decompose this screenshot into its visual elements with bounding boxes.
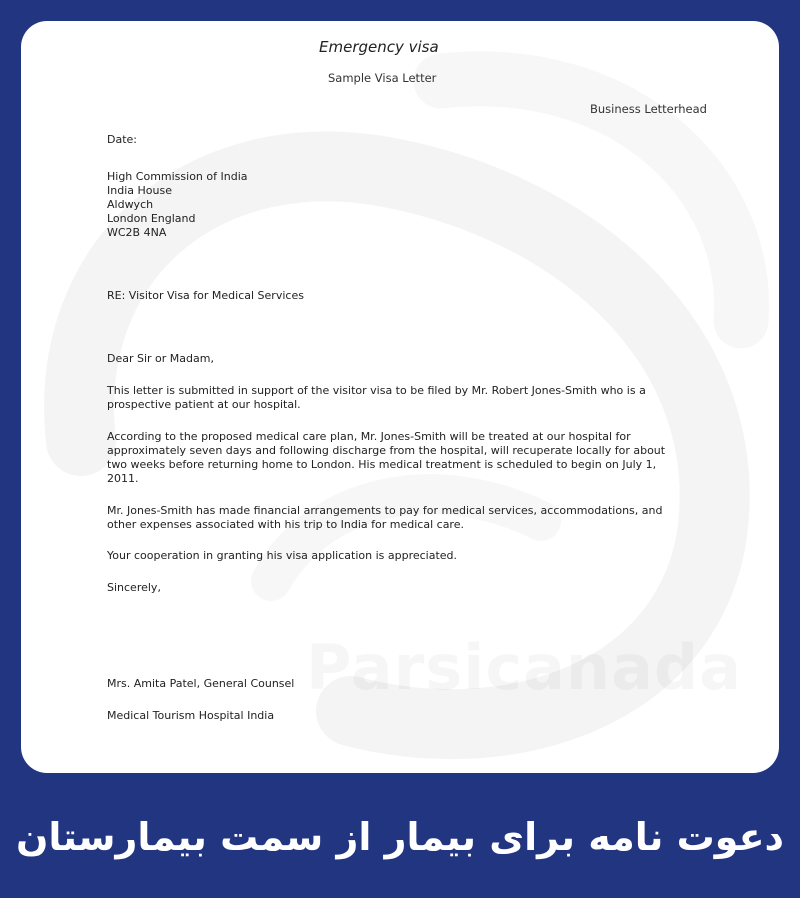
letter-document [21,21,779,773]
paragraph-line: other expenses associated with his trip to India for medical care. [107,518,464,531]
letterhead-label: Business Letterhead [590,102,707,116]
letter-heading: Emergency visa [319,38,439,56]
address-line: India House [107,184,172,197]
date-label: Date: [107,133,137,146]
paragraph-line: approximately seven days and following discharge from the hospital, will recuperate locally for about [107,444,666,457]
signature-organization: Medical Tourism Hospital India [107,709,275,722]
paragraph-line: 2011. [107,472,139,485]
paragraph-1 [107,384,707,412]
letter-subheading: Sample Visa Letter [328,71,437,85]
paragraph-2 [107,430,707,486]
address-line: London England [107,212,196,225]
paragraph-line: prospective patient at our hospital. [107,398,301,411]
paragraph-line: This letter is submitted in support of the visitor visa to be filed by Mr. Robert Jones-Smith who is a [107,384,646,397]
paragraph-line: According to the proposed medical care plan, Mr. Jones-Smith will be treated at our hospital for [107,430,631,443]
paragraph-3 [107,504,707,532]
paragraph-line: Mr. Jones-Smith has made financial arrangements to pay for medical services, accommodations, and [107,504,663,517]
subject-line: RE: Visitor Visa for Medical Services [107,289,304,302]
paragraph-line: two weeks before returning home to London. His medical treatment is scheduled to begin on July 1, [107,458,657,471]
recipient-address [107,170,707,240]
salutation: Dear Sir or Madam, [107,352,214,365]
address-line: WC2B 4NA [107,226,167,239]
signature-name: Mrs. Amita Patel, General Counsel [107,677,295,690]
letter-card [21,21,779,773]
address-line: High Commission of India [107,170,248,183]
closing: Sincerely, [107,581,161,594]
caption-title: دعوت نامه برای بیمار از سمت بیمارستان [15,815,785,859]
address-line: Aldwych [107,198,154,211]
paragraph-4: Your cooperation in granting his visa application is appreciated. [107,549,458,562]
